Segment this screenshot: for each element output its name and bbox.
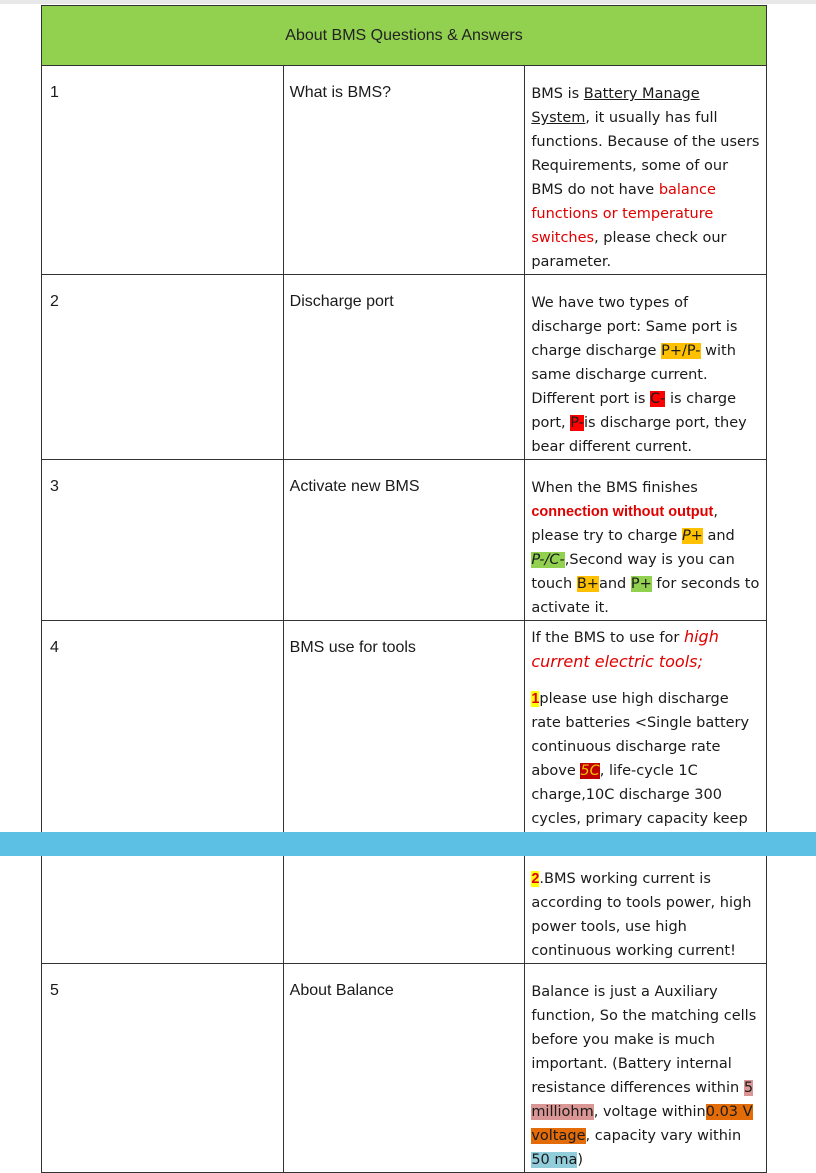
- answer-text: .BMS working current is according to tools power, high power tools, use high continuous working current!: [531, 871, 752, 959]
- list-number-1: 1: [531, 691, 540, 707]
- list-number-2: 2: [531, 871, 540, 887]
- question-cell: What is BMS?: [283, 66, 525, 275]
- answer-cell: [525, 460, 767, 621]
- highlight-p-plus: P+: [681, 528, 703, 544]
- answer-text: , life-cycle 1C charge,10C discharge 300 cycles, primary capacity keep: [531, 763, 748, 827]
- highlight-b-plus: B+: [576, 576, 599, 592]
- answer-text: , capacity vary within: [585, 1128, 742, 1144]
- red-highlight-text: balance functions or temperature switches: [531, 182, 716, 246]
- table-header-row: [42, 6, 767, 66]
- qa-table: [41, 5, 767, 1173]
- red-italic-text: high current electric tools;: [531, 627, 719, 671]
- answer-text: We have two types of discharge port: Same port is charge discharge: [531, 295, 738, 359]
- answer-text: When the BMS finishes: [531, 480, 698, 496]
- red-bold-text: connection without output: [531, 504, 714, 520]
- table-row: [42, 460, 767, 621]
- bms-definition-link: Battery Manage System: [531, 86, 700, 126]
- answer-text: and: [702, 528, 735, 544]
- highlight-p-minus: P-: [570, 415, 584, 431]
- answer-text: , voltage within: [593, 1104, 706, 1120]
- question-cell: BMS use for tools: [283, 621, 525, 964]
- answer-cell: [525, 964, 767, 1173]
- top-border-line: [0, 0, 816, 4]
- bottom-color-bar: [0, 832, 816, 856]
- answer-text: and: [598, 576, 631, 592]
- question-cell: Activate new BMS: [283, 460, 525, 621]
- answer-text: , it usually has full functions. Because of the users Requirements, some of our BMS do not have: [531, 110, 760, 198]
- answer-text: ,Second way is you can touch: [531, 552, 735, 592]
- highlight-capacity: 50 ma: [531, 1152, 578, 1168]
- highlight-5c: 5C: [580, 763, 600, 779]
- highlight-p-plus-p-minus: P+/P-: [661, 343, 701, 359]
- answer-text: , please check our parameter.: [531, 230, 727, 270]
- answer-text: for seconds to activate it.: [531, 576, 760, 616]
- highlight-milliohm: 5 milliohm: [531, 1080, 754, 1120]
- answer-text: BMS is: [531, 86, 584, 102]
- answer-cell: [525, 275, 767, 460]
- highlight-c-minus: C-: [650, 391, 666, 407]
- row-number: 4: [42, 621, 284, 964]
- highlight-p-plus-green: P+: [630, 576, 652, 592]
- question-cell: Discharge port: [283, 275, 525, 460]
- highlight-p-minus-c-minus: P-/C-: [531, 552, 565, 568]
- row-number: 1: [42, 66, 284, 275]
- highlight-voltage: 0.03 V voltage: [531, 1104, 753, 1144]
- table-row: [42, 66, 767, 275]
- answer-text: Balance is just a Auxiliary function, So the matching cells before you make is much important. (Battery internal resistance differences within: [531, 984, 757, 1096]
- answer-cell: [525, 66, 767, 275]
- row-number: 5: [42, 964, 284, 1173]
- answer-text: is charge port,: [531, 391, 737, 431]
- answer-text: with same discharge current. Different port is: [531, 343, 736, 407]
- table-title: About BMS Questions & Answers: [42, 6, 767, 66]
- answer-text: is discharge port, they bear different current.: [531, 415, 747, 455]
- table-row: [42, 964, 767, 1173]
- answer-text: , please try to charge: [531, 504, 718, 544]
- answer-text: If the BMS to use for: [531, 630, 684, 646]
- table-row: [42, 621, 767, 964]
- table-row: [42, 275, 767, 460]
- row-number: 2: [42, 275, 284, 460]
- question-cell: About Balance: [283, 964, 525, 1173]
- answer-text: ): [577, 1152, 584, 1168]
- answer-text: please use high discharge rate batteries <Single battery continuous discharge rate above: [531, 691, 750, 779]
- row-number: 3: [42, 460, 284, 621]
- answer-cell: [525, 621, 767, 964]
